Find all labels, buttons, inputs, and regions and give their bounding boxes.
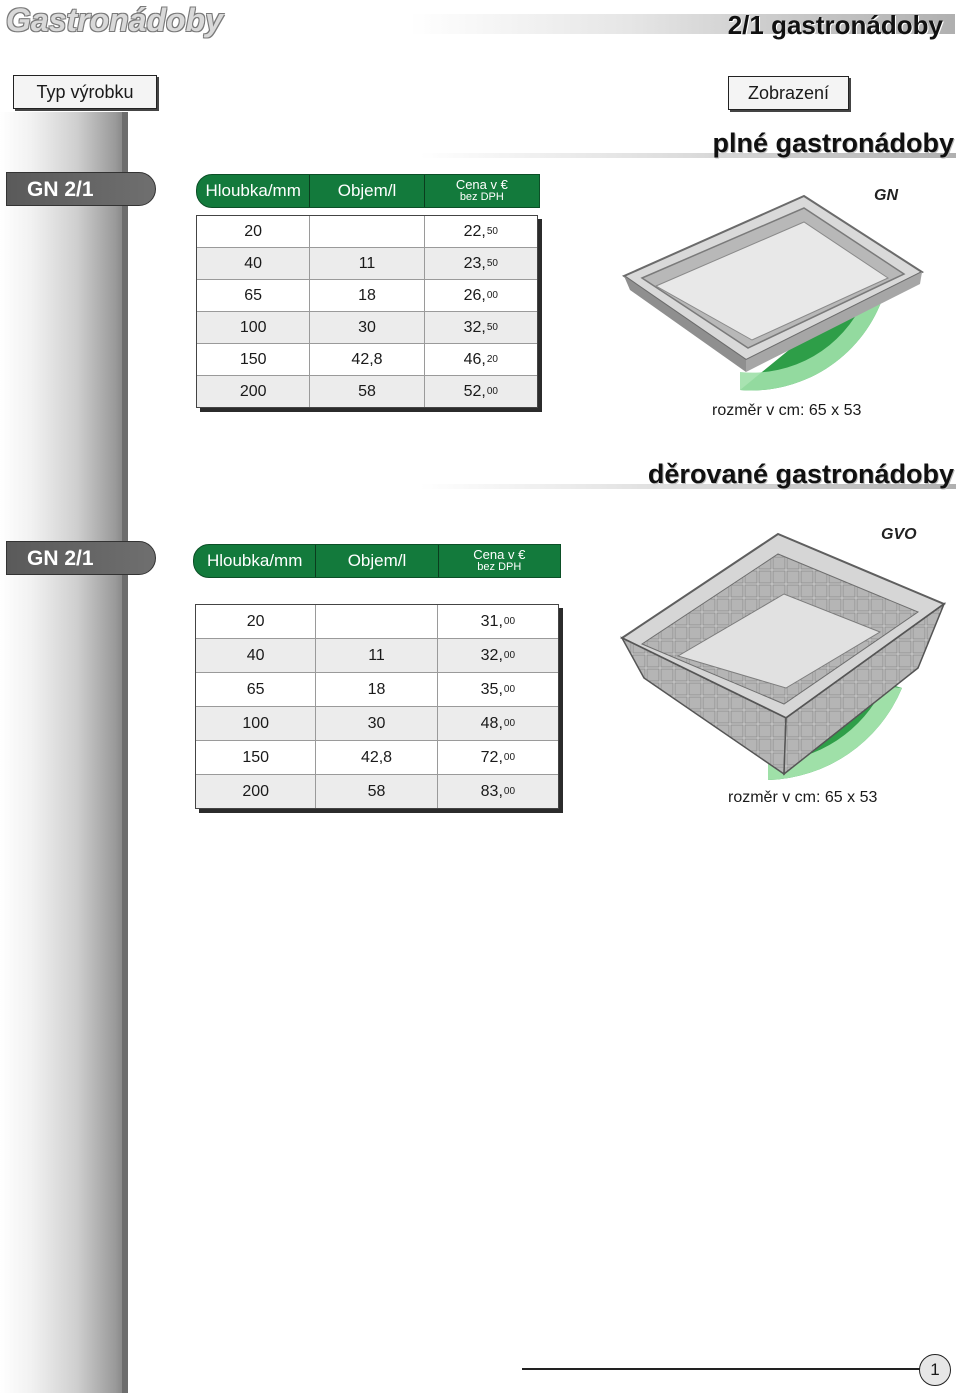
column-header-volume: Objem/l bbox=[310, 175, 424, 207]
display-label: Zobrazení bbox=[728, 76, 849, 110]
table-row bbox=[196, 605, 558, 639]
section-title-perforated: děrované gastronádoby bbox=[647, 459, 954, 489]
table-row bbox=[197, 344, 537, 376]
solid-pan-image bbox=[620, 190, 930, 400]
depth-cell: 20 bbox=[196, 605, 316, 638]
depth-cell: 100 bbox=[197, 312, 310, 343]
brand-logo-text: Gastronádoby bbox=[6, 2, 223, 38]
volume-cell: 30 bbox=[310, 312, 424, 343]
depth-cell: 200 bbox=[196, 775, 316, 808]
table-row bbox=[196, 741, 558, 775]
depth-cell: 40 bbox=[197, 248, 310, 279]
price-head-currency: Cena v € bbox=[473, 547, 526, 562]
volume-cell: 11 bbox=[316, 639, 437, 672]
table-row bbox=[196, 707, 558, 741]
volume-cell: 30 bbox=[316, 707, 437, 740]
table-row bbox=[196, 639, 558, 673]
depth-cell: 40 bbox=[196, 639, 316, 672]
depth-cell: 20 bbox=[197, 216, 310, 247]
product-code-solid: GN bbox=[874, 187, 898, 204]
depth-cell: 65 bbox=[196, 673, 316, 706]
price-cell: 52, 00 bbox=[463, 382, 498, 400]
depth-cell: 150 bbox=[196, 741, 316, 774]
page-title: 2/1 gastronádoby bbox=[727, 10, 943, 40]
column-header-price bbox=[439, 545, 560, 577]
table-header-perforated bbox=[193, 544, 561, 578]
price-cell: 22, 50 bbox=[463, 222, 498, 240]
volume-cell: 58 bbox=[316, 775, 437, 808]
section-title-solid: plné gastronádoby bbox=[712, 128, 954, 158]
volume-cell: 42,8 bbox=[310, 344, 424, 375]
depth-cell: 200 bbox=[197, 376, 310, 407]
volume-cell bbox=[310, 216, 424, 247]
price-cell: 83, 00 bbox=[480, 782, 516, 800]
table-header-solid bbox=[196, 174, 540, 208]
perforated-pan-image bbox=[618, 528, 948, 784]
product-code-perforated: GVO bbox=[881, 526, 917, 543]
price-head-vat: bez DPH bbox=[459, 191, 504, 203]
price-cell: 23, 50 bbox=[463, 254, 498, 272]
volume-cell bbox=[316, 605, 437, 638]
price-cell: 32, 00 bbox=[480, 646, 516, 664]
table-row bbox=[197, 216, 537, 248]
depth-cell: 65 bbox=[197, 280, 310, 311]
column-header-depth: Hloubka/mm bbox=[194, 545, 316, 577]
volume-cell: 58 bbox=[310, 376, 424, 407]
depth-cell: 100 bbox=[196, 707, 316, 740]
table-row bbox=[196, 775, 558, 808]
price-cell: 31, 00 bbox=[480, 612, 516, 630]
table-row bbox=[196, 673, 558, 707]
price-cell: 72, 00 bbox=[480, 748, 516, 766]
header-bar bbox=[410, 10, 955, 40]
price-table-perforated bbox=[195, 604, 559, 809]
price-head-currency: Cena v € bbox=[455, 177, 508, 192]
table-row bbox=[197, 376, 537, 407]
volume-cell: 11 bbox=[310, 248, 424, 279]
price-cell: 46, 20 bbox=[463, 350, 498, 368]
column-header-volume: Objem/l bbox=[316, 545, 438, 577]
column-header-depth: Hloubka/mm bbox=[197, 175, 310, 207]
price-head-vat: bez DPH bbox=[477, 561, 522, 573]
product-type-label: Typ výrobku bbox=[13, 75, 157, 109]
price-cell: 32, 50 bbox=[463, 318, 498, 336]
footer-line bbox=[522, 1368, 922, 1370]
gn-tab-perforated: GN 2/1 bbox=[6, 541, 156, 575]
price-table-solid bbox=[196, 215, 538, 408]
table-row bbox=[197, 248, 537, 280]
table-row bbox=[197, 312, 537, 344]
gn-tab-solid: GN 2/1 bbox=[6, 172, 156, 206]
depth-cell: 150 bbox=[197, 344, 310, 375]
column-header-price bbox=[425, 175, 539, 207]
price-cell: 35, 00 bbox=[480, 680, 516, 698]
price-cell: 48, 00 bbox=[480, 714, 516, 732]
dimensions-solid: rozměr v cm: 65 x 53 bbox=[712, 402, 862, 419]
volume-cell: 18 bbox=[316, 673, 437, 706]
volume-cell: 42,8 bbox=[316, 741, 437, 774]
side-pillar bbox=[0, 112, 128, 1393]
table-row bbox=[197, 280, 537, 312]
page-number: 1 bbox=[919, 1354, 951, 1386]
side-pillar-edge bbox=[122, 112, 128, 1393]
dimensions-perforated: rozměr v cm: 65 x 53 bbox=[728, 789, 878, 806]
price-cell: 26, 00 bbox=[463, 286, 498, 304]
volume-cell: 18 bbox=[310, 280, 424, 311]
